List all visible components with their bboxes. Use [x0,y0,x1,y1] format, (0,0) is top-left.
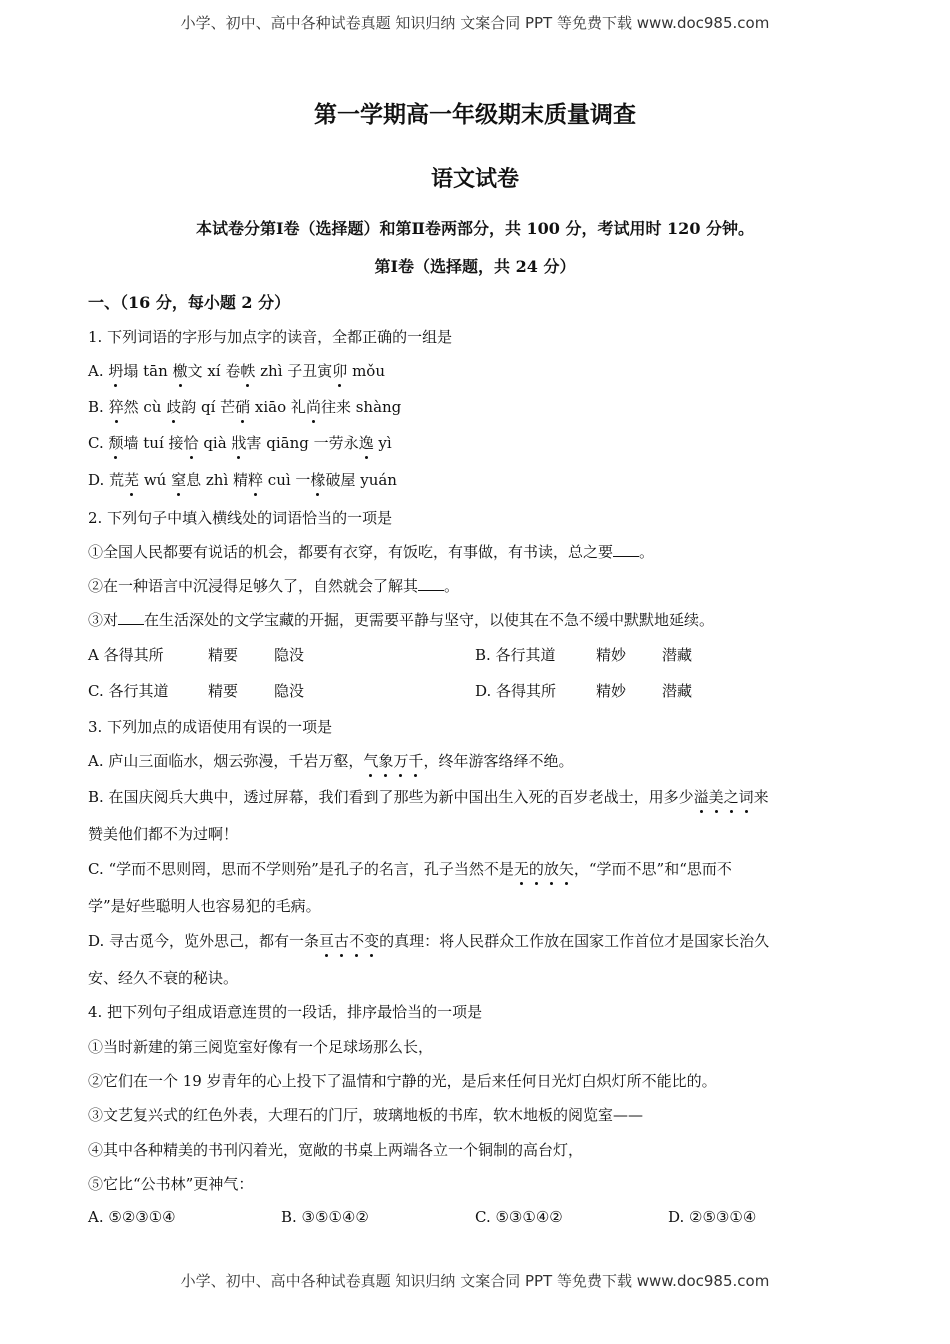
q2-option-b: B. 各行其道 [475,646,556,664]
dotted-char: 芜 [124,471,140,489]
blank-line [418,578,444,591]
text: 文 xí 卷 [187,362,241,380]
text: A. [88,362,109,380]
text: 韵 qí 芒 [181,398,236,416]
q2-option-a-word-3: 隐没 [274,646,305,664]
q2-option-c: C. 各行其道 [88,682,169,700]
dotted-char: 万 [393,752,409,770]
text: 然 cù [123,398,167,416]
q4-sentence-5: ⑤它比“公书林”更神气： [88,1175,254,1193]
dotted-char: 歧 [166,398,182,416]
dotted-char: 放 [543,860,559,878]
dotted-char: 戕 [231,434,247,452]
text: mǒu [347,362,385,380]
q3-option-c-continued: 学”是好些聪明人也容易犯的毛病。 [88,897,321,915]
q1-option-d [88,469,858,490]
dotted-char: 尚 [305,398,321,416]
text: C. [88,434,109,452]
exam-subtitle: 语文试卷 [430,166,519,192]
text: 来 [753,788,769,806]
dotted-char: 矢 [558,860,574,878]
dotted-idiom [694,788,754,806]
text: yì [373,434,392,452]
dotted-char: 古 [334,932,350,950]
text: xiāo 礼 [250,398,306,416]
dotted-char: 坍 [108,362,124,380]
q2-sentence-3 [88,609,858,630]
dotted-idiom [363,752,423,770]
q2-option-d-word-3: 潜藏 [662,682,693,700]
volume-heading: 第Ⅰ卷（选择题，共 24 分） [374,257,576,276]
text: 塌 tān [123,362,173,380]
q2-option-a-word-2: 精要 [208,646,239,664]
dotted-char: 窒 [171,471,187,489]
dotted-char: 粹 [248,471,264,489]
section-heading: 一、（16 分，每小题 2 分） [88,293,291,312]
text: 。 [639,543,655,561]
text: 破屋 yuán [325,471,397,489]
page-header: 小学、初中、高中各种试卷真题 知识归纳 文案合同 PPT 等免费下载 www.doc985.com [180,14,770,32]
q2-option-d: D. 各得其所 [475,682,557,700]
q3-option-d-continued: 安、经久不衰的秘诀。 [88,969,239,987]
dotted-char: 檄 [172,362,188,380]
dotted-idiom [319,932,379,950]
dotted-char: 的 [528,860,544,878]
text: 的真理：将人民群众工作放在国家工作首位才是国家长治久 [379,932,770,950]
q4-sentence-3: ③文艺复兴式的红色外表，大理石的门厅，玻璃地板的书库，软木地板的阅览室—— [88,1106,644,1124]
q1-option-b [88,396,858,417]
exam-instructions: 本试卷分第Ⅰ卷（选择题）和第Ⅱ卷两部分，共 100 分，考试用时 120 分钟。 [195,219,755,238]
dotted-char: 椽 [310,471,326,489]
text: B. 在国庆阅兵大典中，透过屏幕，我们看到了那些为新中国出生入死的百岁老战士，用多少 [88,788,694,806]
text: D. 荒 [88,471,125,489]
q3-option-b [88,786,858,807]
text: wú [139,471,172,489]
dotted-char: 猝 [108,398,124,416]
dotted-char: 之 [723,788,739,806]
q4-option-c: C. ⑤③①④② [475,1208,563,1226]
q2-stem: 2. 下列句子中填入横线处的词语恰当的一项是 [88,509,393,527]
dotted-char: 美 [708,788,724,806]
page-footer: 小学、初中、高中各种试卷真题 知识归纳 文案合同 PPT 等免费下载 www.doc985.com [180,1272,770,1290]
q2-sentence-1 [88,541,858,562]
q3-option-c [88,858,858,879]
dotted-char: 气 [363,752,379,770]
dotted-char: 词 [738,788,754,806]
dotted-char: 硝 [235,398,251,416]
text: 害 qiāng 一劳永 [246,434,359,452]
exam-title: 第一学期高一年级期末质量调查 [314,101,636,128]
q2-option-c-word-3: 隐没 [274,682,305,700]
dotted-char: 逸 [358,434,374,452]
q4-sentence-2: ②它们在一个 19 岁青年的心上投下了温情和宁静的光，是后来任何日光灯白炽灯所不能比的。 [88,1072,717,1090]
q3-option-b-continued: 赞美他们都不为过啊！ [88,825,239,843]
text: ①全国人民都要有说话的机会，都要有衣穿，有饭吃，有事做，有书读，总之要 [88,543,614,561]
dotted-char: 变 [364,932,380,950]
dotted-char: 颓 [108,434,124,452]
text: 。 [444,577,460,595]
dotted-char: 卯 [332,362,348,380]
dotted-char: 溢 [693,788,709,806]
q3-option-a [88,750,858,771]
q1-option-a [88,360,858,381]
dotted-char: 象 [378,752,394,770]
q3-option-d [88,930,858,951]
q2-option-b-word-2: 精妙 [596,646,627,664]
text: zhì 子丑寅 [255,362,333,380]
q2-option-d-word-2: 精妙 [596,682,627,700]
text: 息 zhì 精 [186,471,249,489]
q3-stem: 3. 下列加点的成语使用有误的一项是 [88,718,333,736]
q4-option-b: B. ③⑤①④② [281,1208,369,1226]
text: ②在一种语言中沉浸得足够久了，自然就会了解其 [88,577,419,595]
q2-option-a: A 各得其所 [88,646,164,664]
dotted-char: 恰 [183,434,199,452]
text: A. 庐山三面临水，烟云弥漫，千岩万壑， [88,752,364,770]
dotted-char: 千 [408,752,424,770]
text: B. [88,398,109,416]
q2-sentence-2 [88,575,858,596]
text: C. “学而不思则罔，思而不学则殆”是孔子的名言，孔子当然不是 [88,860,514,878]
text: 往来 shàng [320,398,402,416]
q2-option-b-word-3: 潜藏 [662,646,693,664]
text: ，终年游客络绎不绝。 [423,752,574,770]
text: ，“学而不思”和“思而不 [573,860,732,878]
q4-sentence-1: ①当时新建的第三阅览室好像有一个足球场那么长， [88,1038,434,1056]
q4-sentence-4: ④其中各种精美的书刊闪着光，宽敞的书桌上两端各立一个铜制的高台灯， [88,1141,584,1159]
text: D. 寻古觅今，览外思己，都有一条 [88,932,320,950]
q2-option-c-word-2: 精要 [208,682,239,700]
dotted-char: 帙 [240,362,256,380]
text: 在生活深处的文学宝藏的开掘，更需要平静与坚守，以使其在不急不缓中默默地延续。 [144,611,715,629]
text: qià [198,434,232,452]
dotted-char: 亘 [319,932,335,950]
blank-line [118,612,144,625]
q4-option-a: A. ⑤②③①④ [88,1208,176,1226]
q4-stem: 4. 把下列句子组成语意连贯的一段话，排序最恰当的一项是 [88,1003,483,1021]
blank-line [613,544,639,557]
text: ③对 [88,611,119,629]
q1-stem: 1. 下列词语的字形与加点字的读音，全都正确的一组是 [88,328,453,346]
q4-option-d: D. ②⑤③①④ [668,1208,757,1226]
dotted-idiom [514,860,574,878]
dotted-char: 不 [349,932,365,950]
text: cuì 一 [263,471,311,489]
q1-option-c [88,432,858,453]
text: 墙 tuí 接 [123,434,184,452]
dotted-char: 无 [513,860,529,878]
